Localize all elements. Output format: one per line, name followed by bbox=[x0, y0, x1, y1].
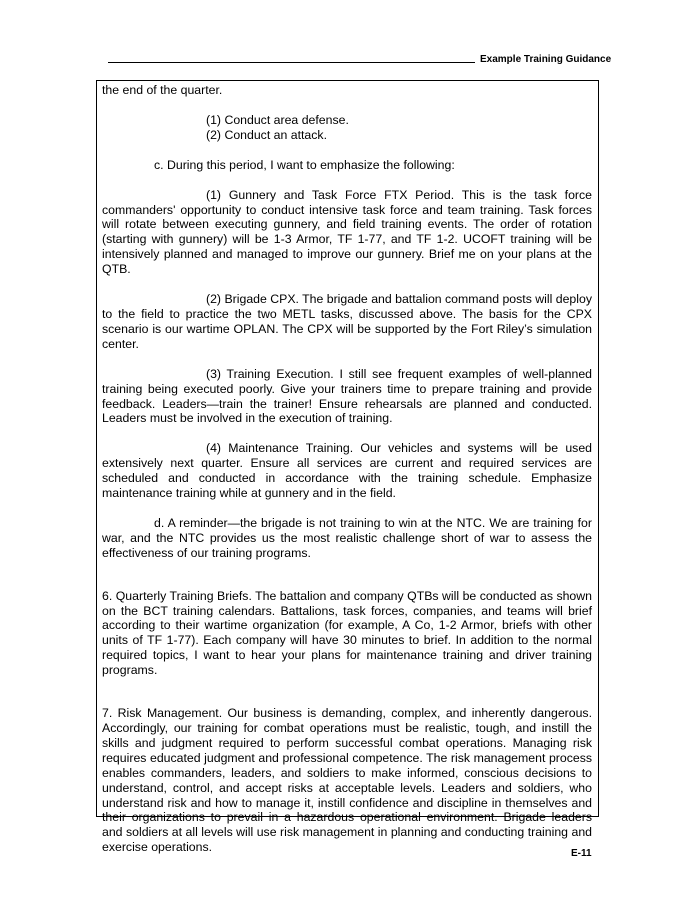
paragraph-continuation: the end of the quarter. bbox=[102, 83, 223, 97]
list-item: (1) Conduct area defense. bbox=[206, 112, 349, 127]
paragraph-risk-management: 7. Risk Management. Our business is demanding, complex, and inherently dangerous. Accordingly, our training for combat operations must be realistic, tough, and instill the skills and judgment required to perform successful combat operations. Managing risk requires educated judgment and professional competence. The risk management process enables commanders, leaders, and soldiers to make informed, conscious decisions to understand, control, and accept risks at acceptable levels. Leaders and soldiers, who understand risk and how to manage it, instill confidence and discipline in themselves and their organizations to prevail in a hazardous operational environment. Brigade leaders and soldiers at all levels will use risk management in planning and conducting training and exercise operations. bbox=[102, 706, 592, 855]
paragraph-d-reminder: d. A reminder—the brigade is not training to win at the NTC. We are training for war, and the NTC provides us the most realistic challenge short of war to assess the effectiveness of our training programs. bbox=[102, 515, 592, 560]
header-rule bbox=[108, 62, 475, 63]
paragraph-gunnery: (1) Gunnery and Task Force FTX Period. This is the task force commanders' opportunity to conduct intensive task force and team training. Task forces will rotate between executing gunnery, and field training events. The order of rotation (starting with gunnery) will be 1-3 Armor, TF 1-77, and TF 1-2. UCOFT training will be intensively planned and managed to improve our gunnery. Brief me on your plans at the QTB. bbox=[102, 187, 592, 277]
list-item: (2) Conduct an attack. bbox=[206, 127, 327, 142]
page-content bbox=[102, 83, 592, 855]
paragraph-quarterly-training-briefs: 6. Quarterly Training Briefs. The battalion and company QTBs will be conducted as shown on the BCT training calendars. Battalions, task forces, companies, and teams will brief according to their wartime organization (for example, A Co, 1-2 Armor, briefs with other units of TF 1-77). Each company will have 30 minutes to brief. In addition to the normal required topics, I want to hear your plans for maintenance training and driver training programs. bbox=[102, 588, 592, 678]
paragraph-training-execution: (3) Training Execution. I still see frequent examples of well-planned training being executed poorly. Give your trainers time to prepare training and provide feedback. Leaders—train the trainer! Ensure rehearsals are planned and conducted. Leaders must be involved in the execution of training. bbox=[102, 366, 592, 426]
page-number: E-11 bbox=[571, 848, 592, 859]
paragraph-maintenance-training: (4) Maintenance Training. Our vehicles and systems will be used extensively next quarter. Ensure all services are current and required services are scheduled and conducted in accordance with the training schedule. Emphasize maintenance training while at gunnery and in the field. bbox=[102, 441, 592, 501]
paragraph-brigade-cpx: (2) Brigade CPX. The brigade and battalion command posts will deploy to the field to practice the two METL tasks, discussed above. The basis for the CPX scenario is our wartime OPLAN. The CPX will be supported by the Fort Riley’s simulation center. bbox=[102, 292, 592, 351]
running-header: Example Training Guidance bbox=[480, 54, 612, 65]
paragraph-c: c. During this period, I want to emphasize the following: bbox=[154, 157, 455, 172]
